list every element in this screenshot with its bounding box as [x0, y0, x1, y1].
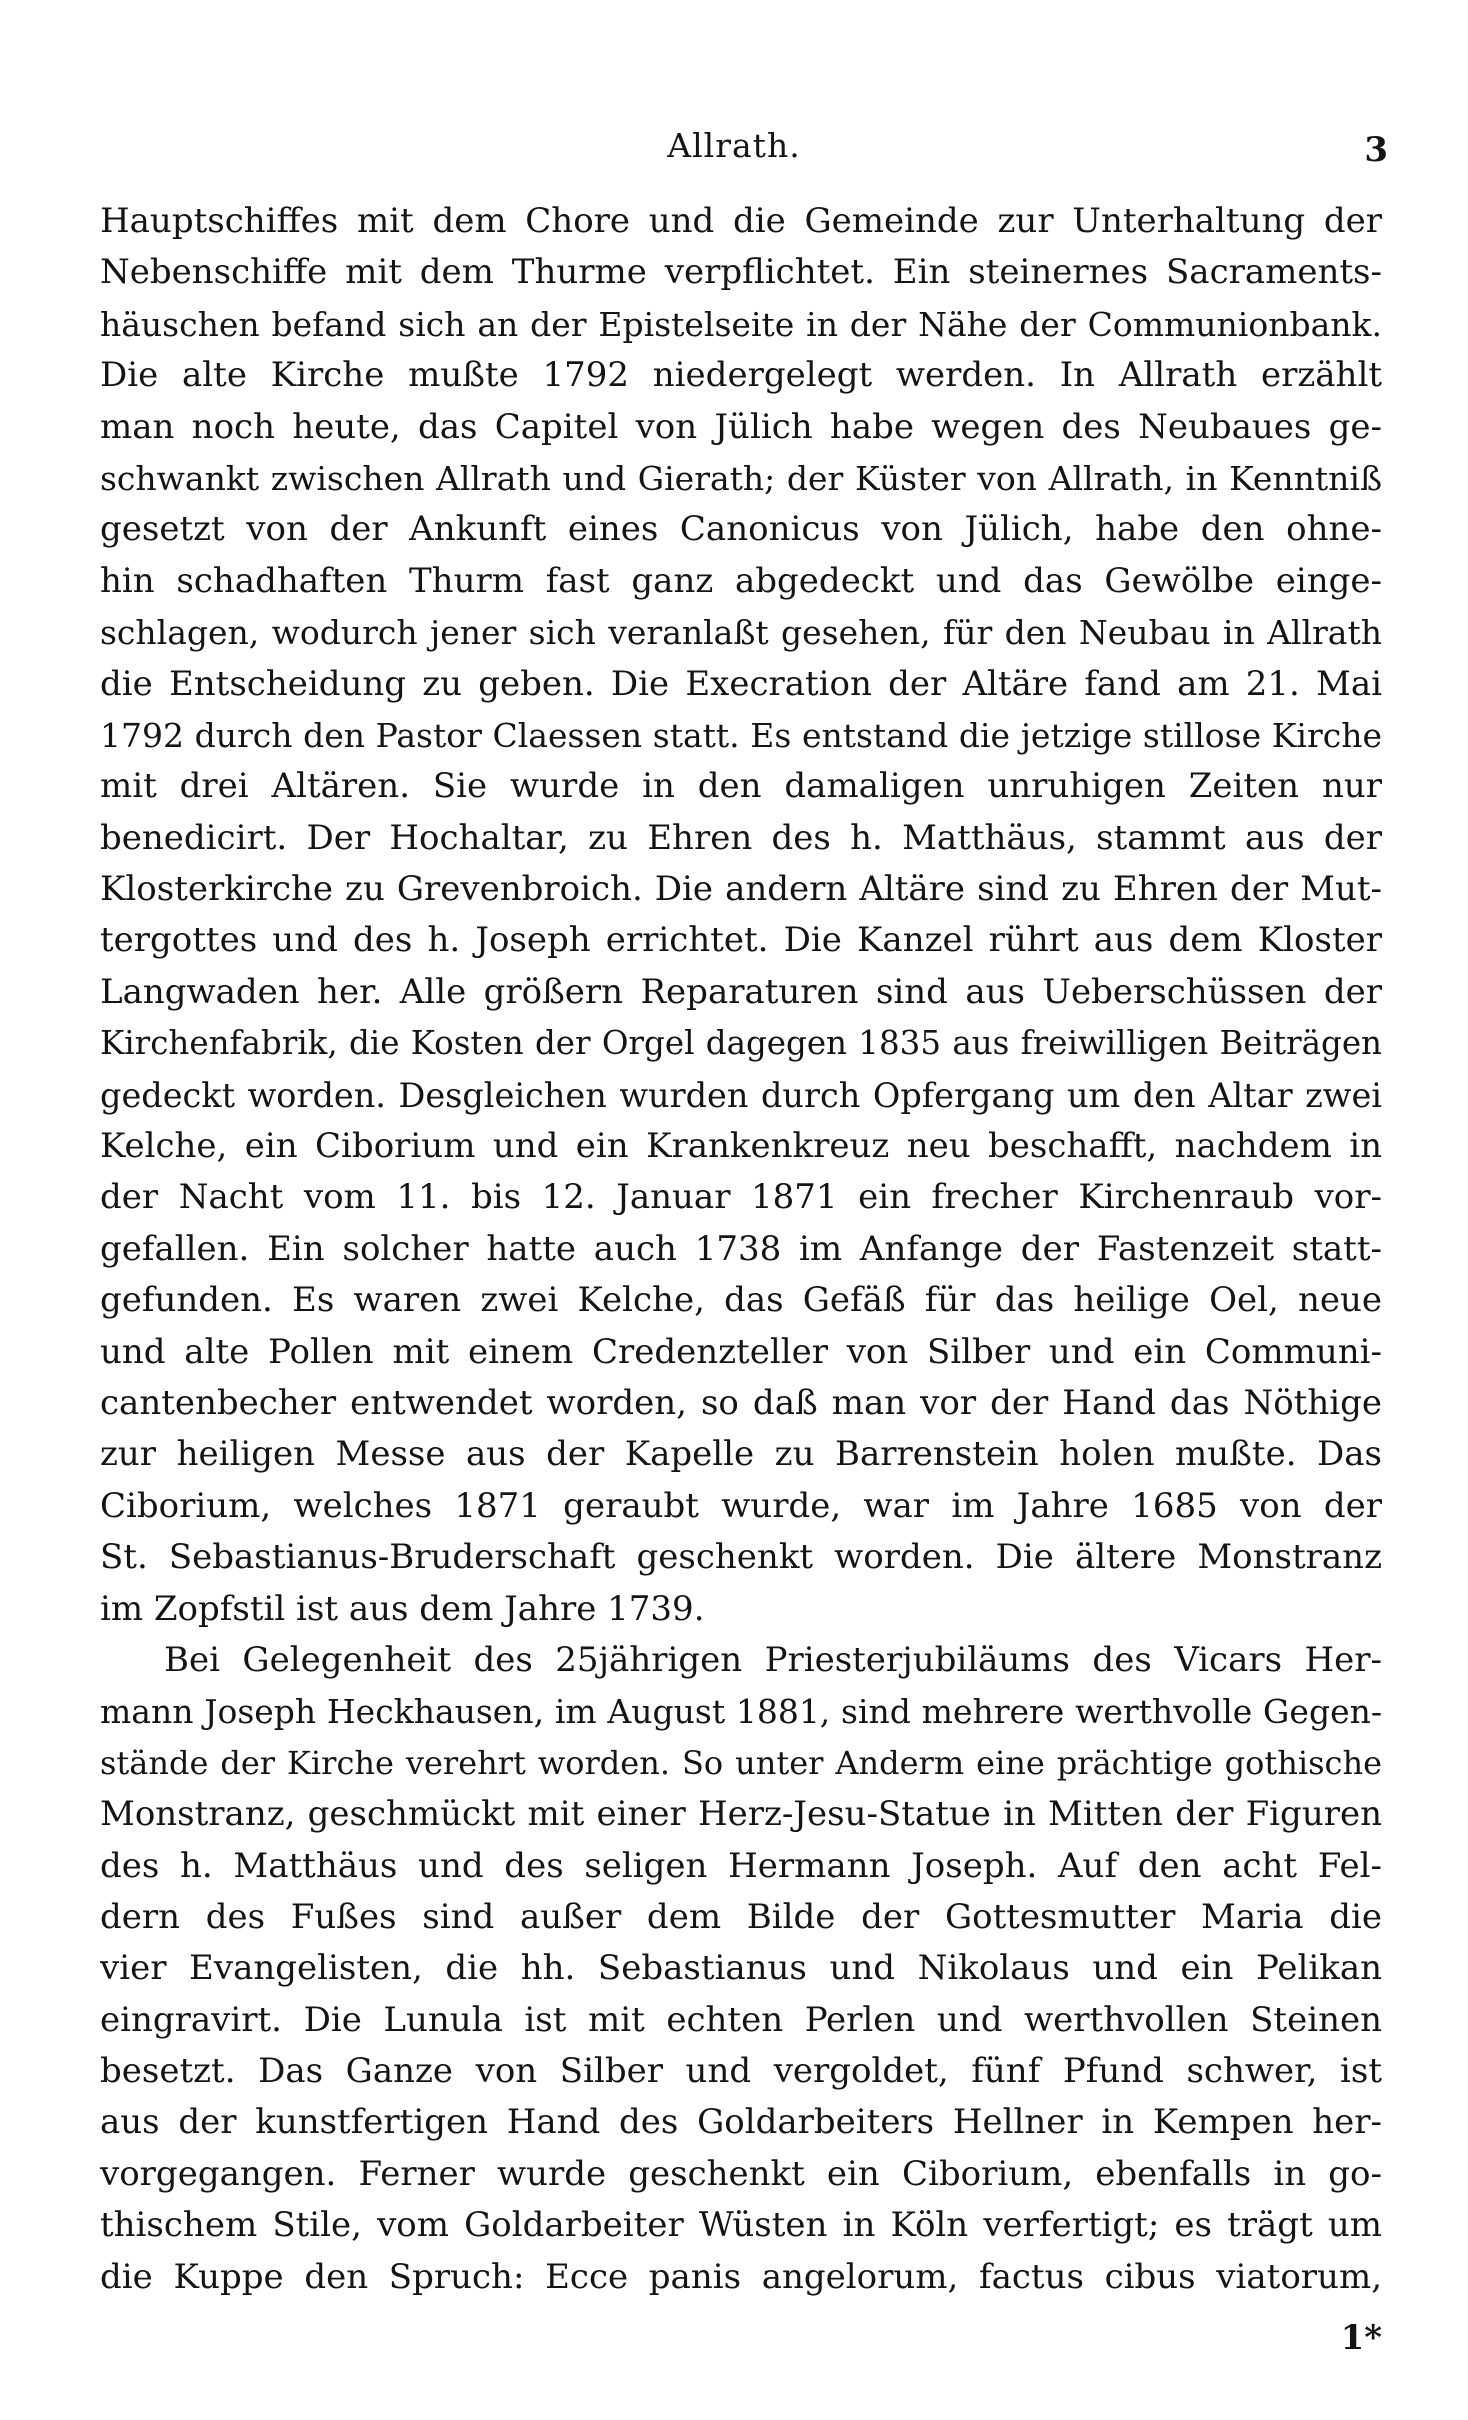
text-line: eingravirt. Die Lunula ist mit echten Perlen und werthvollen Steinen — [100, 1999, 1382, 2040]
text-line: der Nacht vom 11. bis 12. Januar 1871 ein frecher Kirchenraub vor- — [100, 1177, 1382, 1218]
text-line: tergottes und des h. Joseph errichtet. Die Kanzel rührt aus dem Kloster — [100, 920, 1382, 961]
page-number: 3 — [1364, 130, 1388, 170]
text-line: mit drei Altären. Sie wurde in den damaligen unruhigen Zeiten nur — [100, 766, 1382, 807]
text-line: Monstranz, geschmückt mit einer Herz-Jesu-Statue in Mitten der Figuren — [100, 1794, 1382, 1835]
text-line: hin schadhaften Thurm fast ganz abgedeckt und das Gewölbe einge- — [100, 560, 1382, 601]
text-line: Langwaden her. Alle größern Reparaturen sind aus Ueberschüssen der — [100, 971, 1382, 1012]
text-line: schwankt zwischen Allrath und Gierath; der Küster von Allrath, in Kenntniß — [100, 458, 1382, 498]
text-line: gefunden. Es waren zwei Kelche, das Gefäß für das heilige Oel, neue — [100, 1280, 1382, 1321]
text-line: besetzt. Das Ganze von Silber und vergoldet, fünf Pfund schwer, ist — [100, 2051, 1382, 2092]
text-line: Die alte Kirche mußte 1792 niedergelegt werden. In Allrath erzählt — [100, 355, 1382, 396]
text-line: die Entscheidung zu geben. Die Execration der Altäre fand am 21. Mai — [100, 663, 1382, 704]
text-line: stände der Kirche verehrt worden. So unter Anderm eine prächtige gothische — [100, 1743, 1382, 1782]
text-line: Bei Gelegenheit des 25jährigen Priesterjubiläums des Vicars Her- — [164, 1639, 1382, 1680]
text-line: Kirchenfabrik, die Kosten der Orgel dagegen 1835 aus freiwilligen Beiträgen — [100, 1024, 1382, 1063]
text-line: gefallen. Ein solcher hatte auch 1738 im Anfange der Fastenzeit statt- — [100, 1228, 1382, 1269]
text-line: Hauptschiffes mit dem Chore und die Gemeinde zur Unterhaltung der — [100, 201, 1382, 241]
text-line: Klosterkirche zu Grevenbroich. Die andern Altäre sind zu Ehren der Mut- — [100, 869, 1382, 910]
text-line: Nebenschiffe mit dem Thurme verpflichtet. Ein steinernes Sacraments- — [100, 252, 1382, 293]
text-line: vier Evangelisten, die hh. Sebastianus und Nikolaus und ein Pelikan — [100, 1948, 1382, 1989]
signature-mark: 1* — [1340, 2318, 1382, 2358]
text-line: schlagen, wodurch jener sich veranlaßt gesehen, für den Neubau in Allrath — [100, 613, 1382, 653]
body-text — [100, 196, 1382, 2303]
text-line: Kelche, ein Ciborium und ein Krankenkreuz neu beschafft, nachdem in — [100, 1126, 1382, 1167]
text-line: gesetzt von der Ankunft eines Canonicus von Jülich, habe den ohne- — [100, 509, 1382, 550]
paragraph — [100, 1635, 1382, 2303]
text-line: im Zopfstil ist aus dem Jahre 1739. — [100, 1588, 705, 1629]
paragraph — [100, 196, 1382, 1635]
text-line: vorgegangen. Ferner wurde geschenkt ein Ciborium, ebenfalls in go- — [100, 2153, 1382, 2194]
text-line: die Kuppe den Spruch: Ecce panis angelorum, factus cibus viatorum, — [100, 2256, 1382, 2297]
text-line: aus der kunstfertigen Hand des Goldarbeiters Hellner in Kempen her- — [100, 2102, 1382, 2143]
text-line: St. Sebastianus-Bruderschaft geschenkt worden. Die ältere Monstranz — [100, 1537, 1382, 1578]
text-line: gedeckt worden. Desgleichen wurden durch Opfergang um den Altar zwei — [100, 1075, 1382, 1115]
running-head: Allrath. — [667, 126, 801, 165]
text-line: cantenbecher entwendet worden, so daß man vor der Hand das Nöthige — [100, 1382, 1382, 1423]
text-line: man noch heute, das Capitel von Jülich habe wegen des Neubaues ge- — [100, 406, 1382, 447]
text-line: benedicirt. Der Hochaltar, zu Ehren des h. Matthäus, stammt aus der — [100, 817, 1382, 858]
text-line: zur heiligen Messe aus der Kapelle zu Barrenstein holen mußte. Das — [100, 1434, 1382, 1475]
text-line: 1792 durch den Pastor Claessen statt. Es entstand die jetzige stillose Kirche — [100, 715, 1382, 755]
text-line: häuschen befand sich an der Epistelseite in der Nähe der Communionbank. — [100, 304, 1382, 344]
text-line: mann Joseph Heckhausen, im August 1881, sind mehrere werthvolle Gegen- — [100, 1692, 1382, 1732]
text-line: Ciborium, welches 1871 geraubt wurde, war im Jahre 1685 von der — [100, 1485, 1382, 1526]
text-line: thischem Stile, vom Goldarbeiter Wüsten in Köln verfertigt; es trägt um — [100, 2205, 1382, 2246]
text-line: dern des Fußes sind außer dem Bilde der Gottesmutter Maria die — [100, 1896, 1382, 1937]
text-line: des h. Matthäus und des seligen Hermann Joseph. Auf den acht Fel- — [100, 1845, 1382, 1886]
text-line: und alte Pollen mit einem Credenzteller von Silber und ein Communi- — [100, 1331, 1382, 1372]
